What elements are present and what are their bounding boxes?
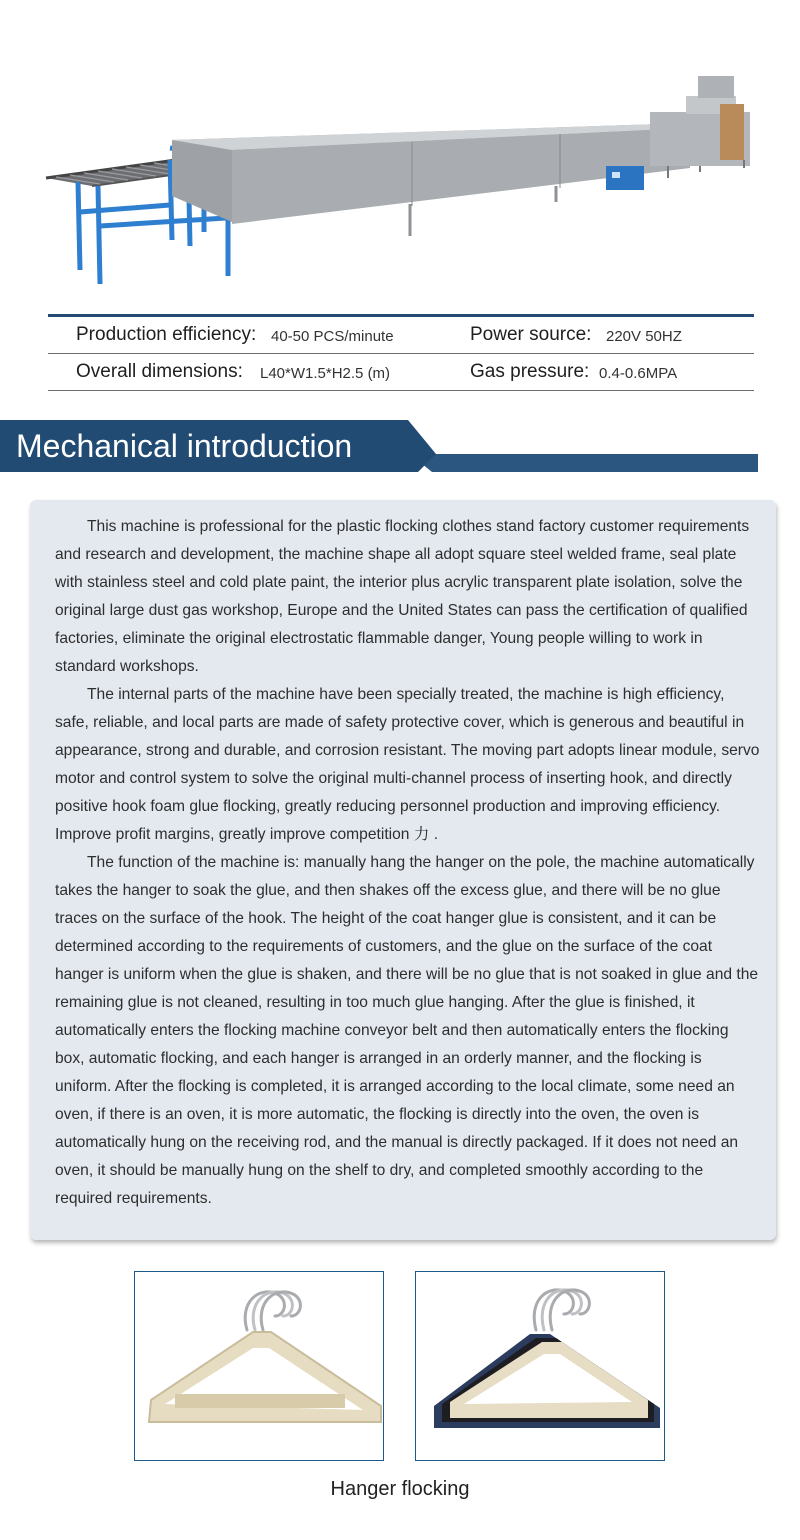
gas-pressure-label: Gas pressure: bbox=[470, 361, 590, 382]
section-title: Mechanical introduction bbox=[16, 428, 353, 464]
spec-row bbox=[48, 354, 754, 391]
gallery-caption: Hanger flocking bbox=[330, 1478, 470, 1500]
spec-table bbox=[48, 314, 754, 391]
beige-hangers-photo bbox=[134, 1271, 384, 1461]
multicolor-hangers-photo bbox=[415, 1271, 665, 1461]
production-efficiency-value: 40-50 PCS/minute bbox=[271, 328, 394, 345]
intro-paragraph: The function of the machine is: manually hang the hanger on the pole, the machine automatically takes the hanger to soak the glue, and then shakes off the excess glue, and there will be no glue traces on the surface of the hook. The height of the coat hanger glue is consistent, and it can be determined according to the requirements of customers, and the glue on the surface of the coat hanger is uniform when the glue is shaken, and there will be no glue that is not soaked in glue and the remaining glue is not cleaned, resulting in too much glue hanging. After the glue is finished, it automatically enters the flocking machine conveyor belt and then automatically enters the flocking box, automatic flocking, and each hanger is arranged in an orderly manner, and the flocking is uniform. After the flocking is completed, it is arranged according to the local climate, some need an oven, if there is an oven, it is more automatic, the flocking is directly into the oven, the oven is automatically hung on the receiving rod, and the manual is directly packaged. If it does not need an oven, it should be manually hung on the shelf to dry, and completed smoothly according to the required requirements. bbox=[55, 854, 759, 1207]
spec-row bbox=[48, 317, 754, 354]
gas-pressure-value: 0.4-0.6MPA bbox=[599, 365, 678, 382]
intro-card bbox=[30, 500, 776, 1240]
section-header bbox=[0, 420, 760, 476]
overall-dimensions-label: Overall dimensions: bbox=[76, 361, 243, 382]
production-efficiency-label: Production efficiency: bbox=[76, 324, 257, 345]
overall-dimensions-value: L40*W1.5*H2.5 (m) bbox=[260, 365, 391, 382]
intro-paragraph: This machine is professional for the plastic flocking clothes stand factory customer requirements and research and development, the machine shape all adopt square steel welded frame, seal plate with stainless steel and cold plate paint, the interior plus acrylic transparent plate isolation, solve the original large dust gas workshop, Europe and the United States can pass the certification of qualified factories, eliminate the original electrostatic flammable danger, Young people willing to work in standard workshops. bbox=[55, 518, 750, 675]
power-source-label: Power source: bbox=[470, 324, 592, 345]
intro-paragraph: The internal parts of the machine have been specially treated, the machine is high efficiency, safe, reliable, and local parts are made of safety protective cover, which is generous and beautiful in appearance, strong and durable, and corrosion resistant. The moving part adopts linear module, servo motor and control system to solve the original multi-channel process of inserting hook, and directly positive hook foam glue flocking, greatly reducing personnel production and improving efficiency. Improve profit margins, greatly improve competition 力 . bbox=[55, 686, 760, 843]
machine-photo bbox=[0, 0, 800, 310]
power-source-value: 220V 50HZ bbox=[606, 328, 682, 345]
